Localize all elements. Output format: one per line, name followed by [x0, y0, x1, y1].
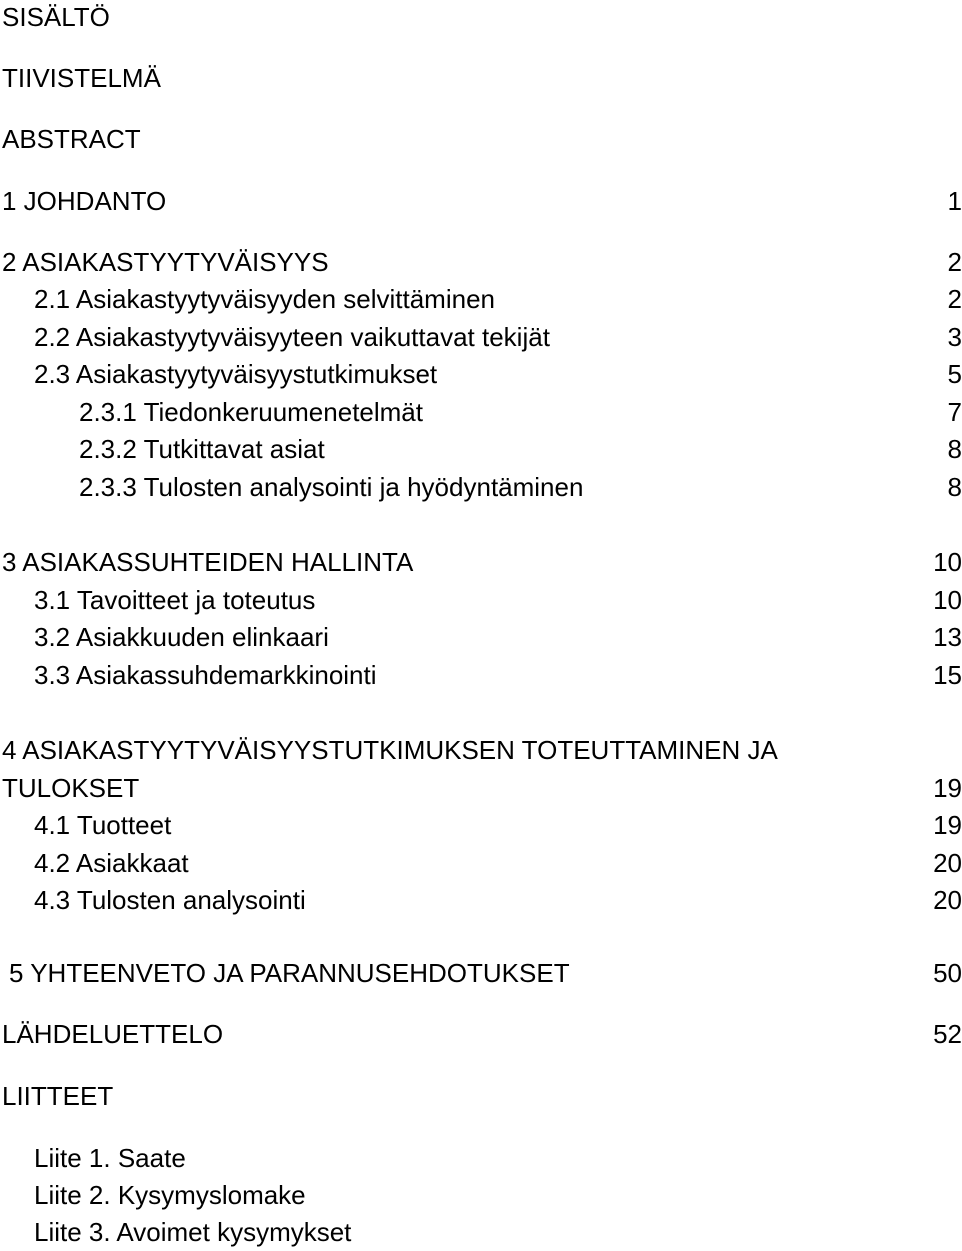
toc-entry-s2-3-1	[0, 395, 962, 429]
toc-entry-liite-1	[0, 1141, 962, 1175]
toc-entry-page: 7	[947, 397, 962, 427]
toc-entry-page: 2	[947, 284, 962, 314]
toc-entry-s3-2	[0, 620, 962, 654]
toc-entry-title: 3 ASIAKASSUHTEIDEN HALLINTA	[2, 547, 414, 577]
toc-entry-title: TULOKSET	[2, 773, 140, 803]
toc-entry-liite-3	[0, 1215, 962, 1249]
toc-entry-s3-3	[0, 658, 962, 692]
toc-entry-title: LÄHDELUETTELO	[2, 1019, 224, 1049]
toc-entry-title: TIIVISTELMÄ	[2, 63, 161, 93]
toc-entry-title: Liite 3. Avoimet kysymykset	[34, 1217, 352, 1247]
toc-entry-ch2	[0, 245, 962, 279]
toc-entry-ch3	[0, 545, 962, 579]
toc-entry-page: 8	[947, 434, 962, 464]
toc-entry-page: 1	[947, 186, 962, 216]
toc-entry-page: 50	[933, 958, 962, 988]
toc-entry-page: 20	[933, 848, 962, 878]
toc-entry-tiivistelma	[0, 61, 962, 95]
toc-entry-lahdeluettelo	[0, 1017, 962, 1051]
toc-entry-page: 13	[933, 622, 962, 652]
toc-entry-title: 5 YHTEENVETO JA PARANNUSEHDOTUKSET	[9, 958, 570, 988]
toc-entry-title: 3.3 Asiakassuhdemarkkinointi	[34, 660, 377, 690]
toc-entry-s2-3-3	[0, 470, 962, 504]
toc-entry-title: 3.1 Tavoitteet ja toteutus	[34, 585, 316, 615]
toc-entry-page: 8	[947, 472, 962, 502]
toc-entry-page: 15	[933, 660, 962, 690]
toc-entry-title: LIITTEET	[2, 1081, 114, 1111]
toc-entry-title: 2.3.3 Tulosten analysointi ja hyödyntäminen	[79, 472, 584, 502]
toc-entry-abstract	[0, 122, 962, 156]
toc-entry-s4-2	[0, 846, 962, 880]
toc-entry-page: 10	[933, 585, 962, 615]
toc-entry-title: 2.3.1 Tiedonkeruumenetelmät	[79, 397, 423, 427]
toc-entry-page: 5	[947, 359, 962, 389]
toc-heading-text: SISÄLTÖ	[2, 2, 110, 32]
toc-entry-title: ABSTRACT	[2, 124, 141, 154]
toc-entry-page: 3	[947, 322, 962, 352]
toc-entry-s2-3	[0, 357, 962, 391]
toc-entry-title: Liite 2. Kysymyslomake	[34, 1180, 306, 1210]
toc-entry-title: 4.2 Asiakkaat	[34, 848, 189, 878]
toc-entry-ch4-line2	[0, 771, 962, 805]
toc-entry-ch1	[0, 184, 962, 218]
toc-entry-page: 52	[933, 1019, 962, 1049]
toc-entry-title: 1 JOHDANTO	[2, 186, 167, 216]
toc-entry-s2-1	[0, 282, 962, 316]
toc-entry-title: Liite 1. Saate	[34, 1143, 186, 1173]
toc-entry-title: 4.1 Tuotteet	[34, 810, 172, 840]
toc-entry-s4-1	[0, 808, 962, 842]
toc-entry-liite-2	[0, 1178, 962, 1212]
toc-entry-page: 19	[933, 810, 962, 840]
toc-entry-s2-3-2	[0, 432, 962, 466]
toc-entry-page: 20	[933, 885, 962, 915]
toc-entry-page: 2	[947, 247, 962, 277]
toc-entry-title: 2 ASIAKASTYYTYVÄISYYS	[2, 247, 329, 277]
toc-entry-title: 4 ASIAKASTYYTYVÄISYYSTUTKIMUKSEN TOTEUTTAMINEN JA	[2, 735, 778, 765]
toc-entry-title: 2.3 Asiakastyytyväisyystutkimukset	[34, 359, 438, 389]
toc-entry-ch4-line1	[0, 733, 962, 767]
toc-entry-title: 2.3.2 Tutkittavat asiat	[79, 434, 325, 464]
toc-heading	[0, 0, 962, 34]
toc-entry-ch5	[0, 956, 962, 990]
toc-entry-title: 3.2 Asiakkuuden elinkaari	[34, 622, 329, 652]
toc-entry-liitteet	[0, 1079, 962, 1113]
toc-entry-title: 2.2 Asiakastyytyväisyyteen vaikuttavat tekijät	[34, 322, 550, 352]
toc-entry-s2-2	[0, 320, 962, 354]
toc-entry-title: 4.3 Tulosten analysointi	[34, 885, 306, 915]
toc-entry-page: 19	[933, 773, 962, 803]
toc-entry-page: 10	[933, 547, 962, 577]
toc-entry-s4-3	[0, 883, 962, 917]
toc-entry-s3-1	[0, 583, 962, 617]
toc-entry-title: 2.1 Asiakastyytyväisyyden selvittäminen	[34, 284, 495, 314]
